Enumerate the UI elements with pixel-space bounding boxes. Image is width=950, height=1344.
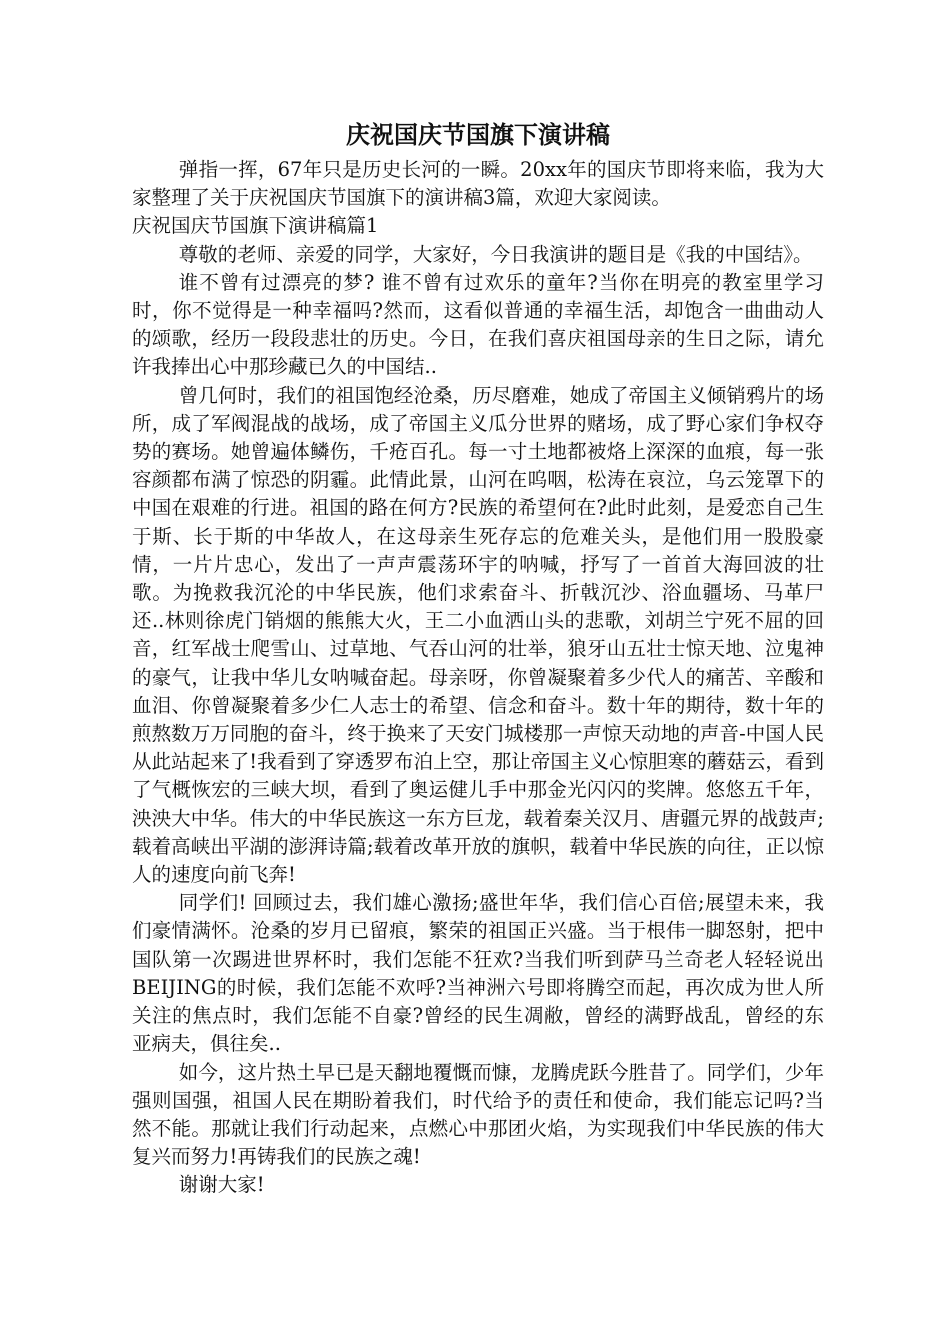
body-paragraph: 尊敬的老师、亲爱的同学，大家好，今日我演讲的题目是《我的中国结》。 <box>178 242 813 266</box>
body-paragraph: 如今，这片热土早已是天翻地覆慨而慷，龙腾虎跃今胜昔了。同学们，少年强则国强，祖国人民在期盼着我们，时代给予的责任和使命，我们能忘记吗?当然不能。那就让我们行动起来，点燃心中那团火焰，为实现我们中华民族的伟大复兴而努力!再铸我们的民族之魂! <box>132 1060 824 1169</box>
body-paragraph: 曾几何时，我们的祖国饱经沧桑，历尽磨难，她成了帝国主义倾销鸦片的场所，成了军阀混战的战场，成了帝国主义瓜分世界的赌场，成了野心家们争权夺势的赛场。她曾遍体鳞伤，千疮百孔。每一寸土地都被烙上深深的血痕，每一张容颜都布满了惊恐的阴霾。此情此景，山河在呜咽，松涛在哀泣，乌云笼罩下的中国在艰难的行进。祖国的路在何方?民族的希望何在?此时此刻，是爱恋自己生于斯、长于斯的中华故人，在这母亲生死存忘的危难关头，是他们用一股股豪情，一片片忠心，发出了一声声震荡环宇的呐喊，抒写了一首首大海回波的壮歌。为挽救我沉沦的中华民族，他们求索奋斗、折戟沉沙、浴血疆场、马革尸还..林则徐虎门销烟的熊熊大火，王二小血洒山头的悲歌，刘胡兰宁死不屈的回音，红军战士爬雪山、过草地、气吞山河的壮举，狼牙山五壮士惊天地、泣鬼神的豪气，让我中华儿女呐喊奋起。母亲呀，你曾凝聚着多少代人的痛苦、辛酸和血泪、你曾凝聚着多少仁人志士的希望、信念和奋斗。数十年的期待，数十年的煎熬数万万同胞的奋斗，终于换来了天安门城楼那一声惊天动地的声音-中国人民从此站起来了!我看到了穿透罗布泊上空，那让帝国主义心惊胆寒的蘑菇云，看到了气概恢宏的三峡大坝，看到了奥运健儿手中那金光闪闪的奖牌。悠悠五千年，泱泱大中华。伟大的中华民族这一东方巨龙，载着秦关汉月、唐疆元界的战鼓声;载着高峡出平湖的澎湃诗篇;载着改革开放的旗帜，载着中华民族的向往，正以惊人的速度向前飞奔! <box>132 383 824 887</box>
body-paragraph: 同学们! 回顾过去，我们雄心激扬;盛世年华，我们信心百倍;展望未来，我们豪情满怀。沧桑的岁月已留痕，繁荣的祖国正兴盛。当于根伟一脚怒射，把中国队第一次踢进世界杯时，我们怎能不狂欢?当我们听到萨马兰奇老人轻轻说出BEIJING的时候，我们怎能不欢呼?当神洲六号即将腾空而起，再次成为世人所关注的焦点时，我们怎能不自豪?曾经的民生凋敝，曾经的满野战乱，曾经的东亚病夫，俱往矣.. <box>132 891 824 1056</box>
document-page <box>132 118 824 1200</box>
closing-line: 谢谢大家! <box>178 1173 265 1197</box>
intro-paragraph: 弹指一挥，67年只是历史长河的一瞬。20xx年的国庆节即将来临，我为大家整理了关于庆祝国庆节国旗下的演讲稿3篇，欢迎大家阅读。 <box>132 158 824 210</box>
body-paragraph: 谁不曾有过漂亮的梦? 谁不曾有过欢乐的童年?当你在明亮的教室里学习时，你不觉得是一种幸福吗?然而，这看似普通的幸福生活，却饱含一曲曲动人的颂歌，经历一段段悲壮的历史。今日，在我们喜庆祖国母亲的生日之际，请允许我捧出心中那珍藏已久的中国结.. <box>132 270 824 379</box>
section-heading: 庆祝国庆节国旗下演讲稿篇1 <box>132 214 379 238</box>
document-title: 庆祝国庆节国旗下演讲稿 <box>346 121 610 149</box>
